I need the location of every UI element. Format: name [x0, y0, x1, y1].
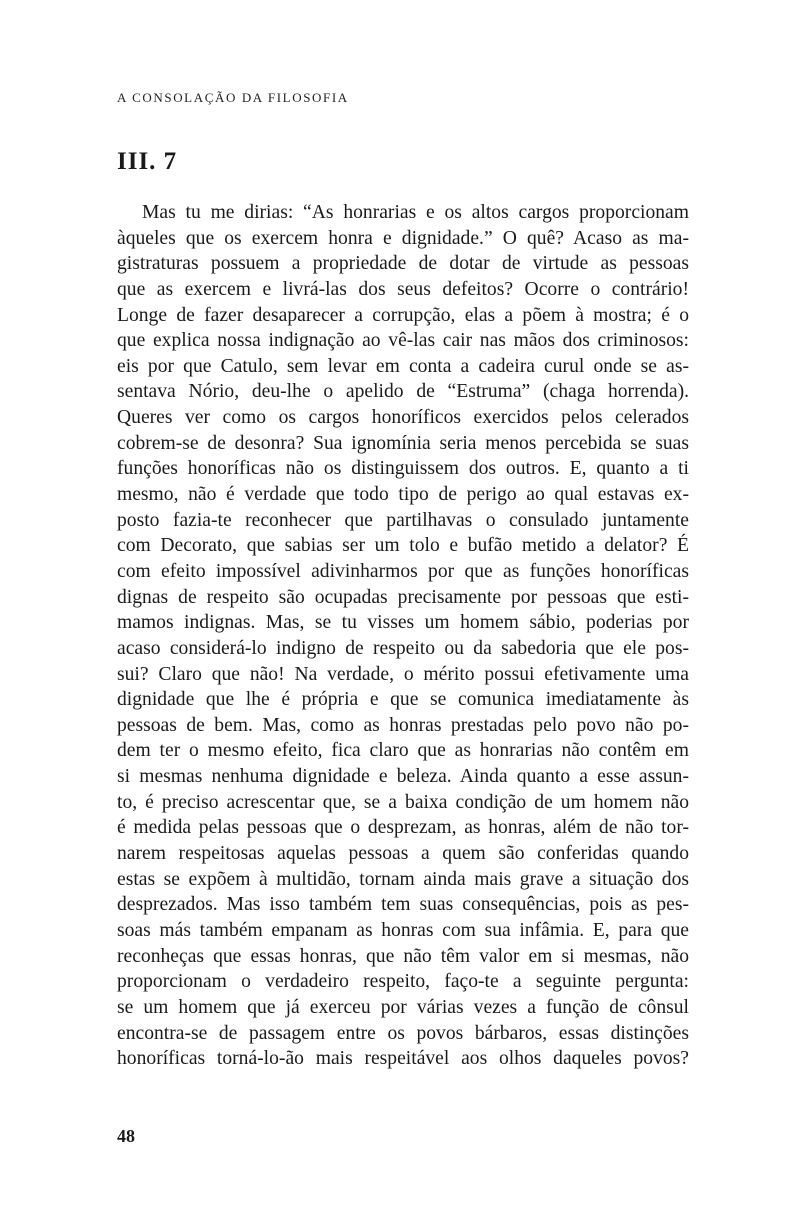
text-line: honoríficas torná-lo-ão mais respeitável aos olhos daqueles povos? [117, 1048, 689, 1070]
text-line: se um homem que já exerceu por várias vezes a função de cônsul [117, 996, 689, 1018]
text-line: com efeito impossível adivinharmos por que as funções honoríficas [117, 560, 689, 582]
text-line: que explica nossa indignação ao vê-las cair nas mãos dos criminosos: [117, 330, 689, 352]
text-line: proporcionam o verdadeiro respeito, faço-te a seguinte pergunta: [117, 971, 689, 993]
text-line: que as exercem e livrá-las dos seus defeitos? Ocorre o contrário! [117, 278, 689, 300]
text-line: Longe de fazer desaparecer a corrupção, elas a põem à mostra; é o [117, 304, 689, 326]
text-line: com Decorato, que sabias ser um tolo e bufão metido a delator? É [117, 535, 689, 557]
text-line: funções honoríficas não os distinguissem dos outros. E, quanto a ti [117, 458, 689, 480]
text-line: dem ter o mesmo efeito, fica claro que as honrarias não contêm em [117, 740, 689, 762]
text-line: narem respeitosas aquelas pessoas a quem são conferidas quando [117, 843, 689, 865]
text-line: Queres ver como os cargos honoríficos exercidos pelos celerados [117, 407, 689, 429]
text-line: àqueles que os exercem honra e dignidade.” O quê? Acaso as ma- [117, 227, 689, 249]
text-line: sui? Claro que não! Na verdade, o mérito possui efetivamente uma [117, 663, 689, 685]
text-line: é medida pelas pessoas que o desprezam, as honras, além de não tor- [117, 817, 689, 839]
text-line: cobrem-se de desonra? Sua ignomínia seria menos percebida se suas [117, 432, 689, 454]
text-line: dignidade que lhe é própria e que se comunica imediatamente às [117, 689, 689, 711]
body-paragraph [117, 200, 689, 1072]
text-line: estas se expõem à multidão, tornam ainda mais grave a situação dos [117, 868, 689, 890]
text-line: posto fazia-te reconhecer que partilhavas o consulado juntamente [117, 509, 689, 531]
text-line: si mesmas nenhuma dignidade e beleza. Ainda quanto a esse assun- [117, 766, 689, 788]
text-line: Mas tu me dirias: “As honrarias e os altos cargos proporcionam [142, 202, 689, 223]
text-line: encontra-se de passagem entre os povos bárbaros, essas distinções [117, 1022, 689, 1044]
text-line: desprezados. Mas isso também tem suas consequências, pois as pes- [117, 894, 689, 916]
running-head: A CONSOLAÇÃO DA FILOSOFIA [117, 90, 349, 105]
text-line: soas más também empanam as honras com sua infâmia. E, para que [117, 919, 689, 941]
chapter-title: III. 7 [117, 148, 178, 175]
text-line: gistraturas possuem a propriedade de dotar de virtude as pessoas [117, 253, 689, 275]
text-line: mesmo, não é verdade que todo tipo de perigo ao qual estavas ex- [117, 484, 689, 506]
text-line: pessoas de bem. Mas, como as honras prestadas pelo povo não po- [117, 714, 689, 736]
text-line: acaso considerá-lo indigno de respeito ou da sabedoria que ele pos- [117, 637, 689, 659]
text-line: dignas de respeito são ocupadas precisamente por pessoas que esti- [117, 586, 689, 608]
text-line: reconheças que essas honras, que não têm valor em si mesmas, não [117, 945, 689, 967]
text-line: eis por que Catulo, sem levar em conta a cadeira curul onde se as- [117, 355, 689, 377]
page-number: 48 [117, 1126, 135, 1146]
text-line: to, é preciso acrescentar que, se a baixa condição de um homem não [117, 791, 689, 813]
text-line: sentava Nório, deu-lhe o apelido de “Estruma” (chaga horrenda). [117, 381, 689, 403]
text-line: mamos indignas. Mas, se tu visses um homem sábio, poderias por [117, 612, 689, 634]
